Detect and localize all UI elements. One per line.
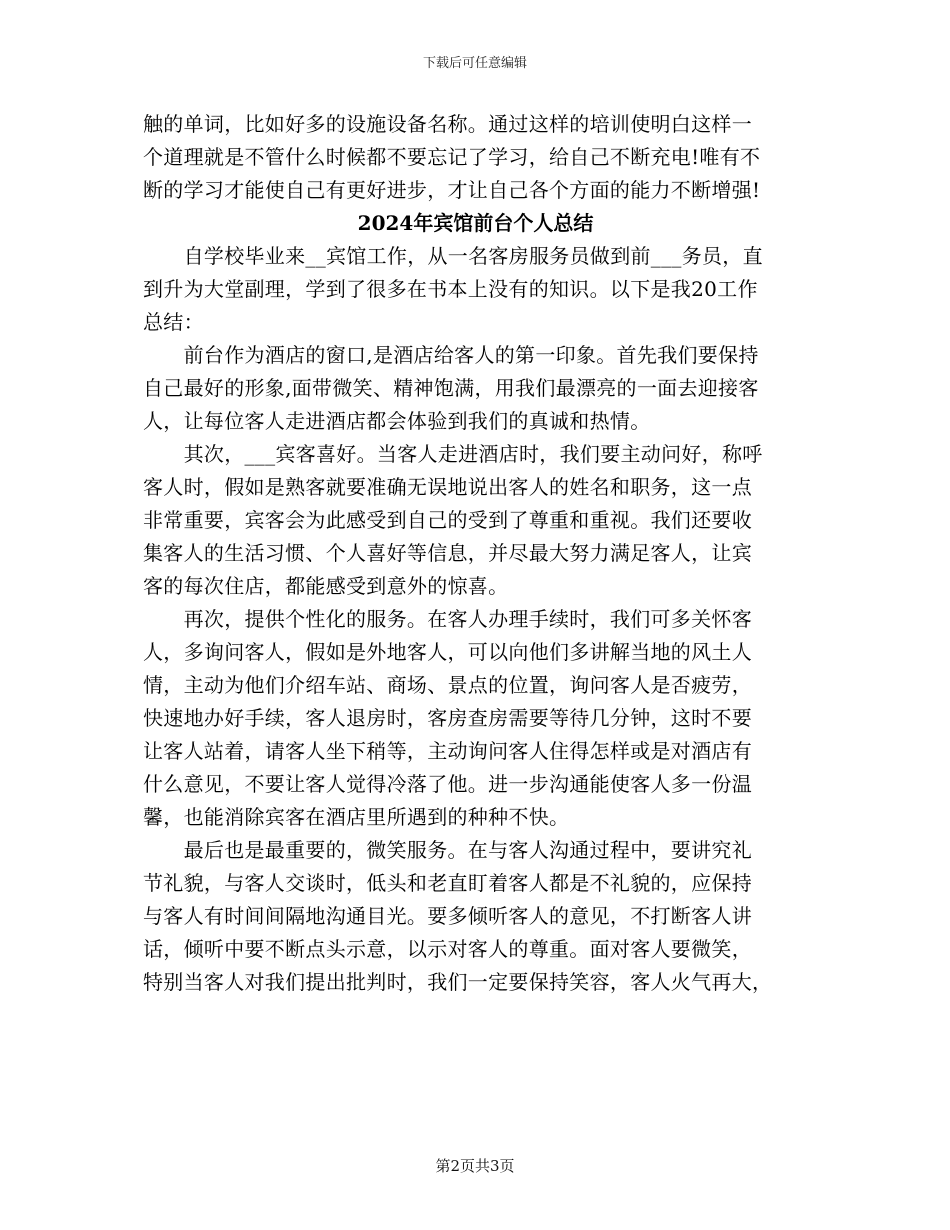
text-line: 快速地办好手续，客人退房时，客房查房需要等待几分钟，这时不要 xyxy=(143,706,752,730)
text-line: 话，倾听中要不断点头示意，以示对客人的尊重。面对客人要微笑， xyxy=(143,937,752,961)
text-line: 最后也是最重要的，微笑服务。在与客人沟通过程中，要讲究礼 xyxy=(143,838,752,862)
text-line: 客人时，假如是熟客就要准确无误地说出客人的姓名和职务，这一点 xyxy=(143,475,752,499)
text-line: 其次，___宾客喜好。当客人走进酒店时，我们要主动问好，称呼 xyxy=(143,442,763,466)
document-title: 2024年宾馆前台个人总结 xyxy=(357,211,594,235)
text-line: 到升为大堂副理，学到了很多在书本上没有的知识。以下是我20工作 xyxy=(143,277,758,301)
text-line: 自己最好的形象,面带微笑、精神饱满，用我们最漂亮的一面去迎接客 xyxy=(143,376,759,400)
text-line: 节礼貌，与客人交谈时，低头和老直盯着客人都是不礼貌的，应保持 xyxy=(143,871,752,895)
text-line: 馨，也能消除宾客在酒店里所遇到的种种不快。 xyxy=(143,805,570,829)
text-line: 人，让每位客人走进酒店都会体验到我们的真诚和热情。 xyxy=(143,409,651,433)
text-line: 特别当客人对我们提出批判时，我们一定要保持笑容，客人火气再大， xyxy=(143,970,773,994)
text-line: 客的每次住店，都能感受到意外的惊喜。 xyxy=(143,574,509,598)
text-line: 人，多询问客人，假如是外地客人，可以向他们多讲解当地的风土人 xyxy=(143,640,752,664)
text-line: 情，主动为他们介绍车站、商场、景点的位置，询问客人是否疲劳， xyxy=(143,673,752,697)
header-note: 下载后可任意编辑 xyxy=(422,56,527,71)
text-line: 总结： xyxy=(143,310,204,334)
text-line: 非常重要，宾客会为此感受到自己的受到了尊重和重视。我们还要收 xyxy=(143,508,752,532)
text-line: 前台作为酒店的窗口,是酒店给客人的第一印象。首先我们要保持 xyxy=(143,343,759,367)
text-line: 断的学习才能使自己有更好进步，才让自己各个方面的能力不断增强! xyxy=(143,178,761,202)
text-line: 个道理就是不管什么时候都不要忘记了学习，给自己不断充电!唯有不 xyxy=(143,145,761,169)
text-line: 自学校毕业来__宾馆工作，从一名客房服务员做到前___务员，直 xyxy=(143,244,763,268)
text-line: 与客人有时间间隔地沟通目光。要多倾听客人的意见，不打断客人讲 xyxy=(143,904,752,928)
text-line: 再次，提供个性化的服务。在客人办理手续时，我们可多关怀客 xyxy=(143,607,752,631)
document-body xyxy=(143,108,808,999)
text-line: 触的单词，比如好多的设施设备名称。通过这样的培训使明白这样一 xyxy=(143,112,752,136)
paragraph-block-before-title xyxy=(143,108,808,207)
page-indicator: 第2页共3页 xyxy=(435,1157,515,1175)
text-line: 什么意见，不要让客人觉得冷落了他。进一步沟通能使客人多一份温 xyxy=(143,772,752,796)
text-line: 让客人站着，请客人坐下稍等，主动询问客人住得怎样或是对酒店有 xyxy=(143,739,752,763)
paragraph-block-after-title xyxy=(143,240,808,999)
text-line: 集客人的生活习惯、个人喜好等信息，并尽最大努力满足客人，让宾 xyxy=(143,541,752,565)
